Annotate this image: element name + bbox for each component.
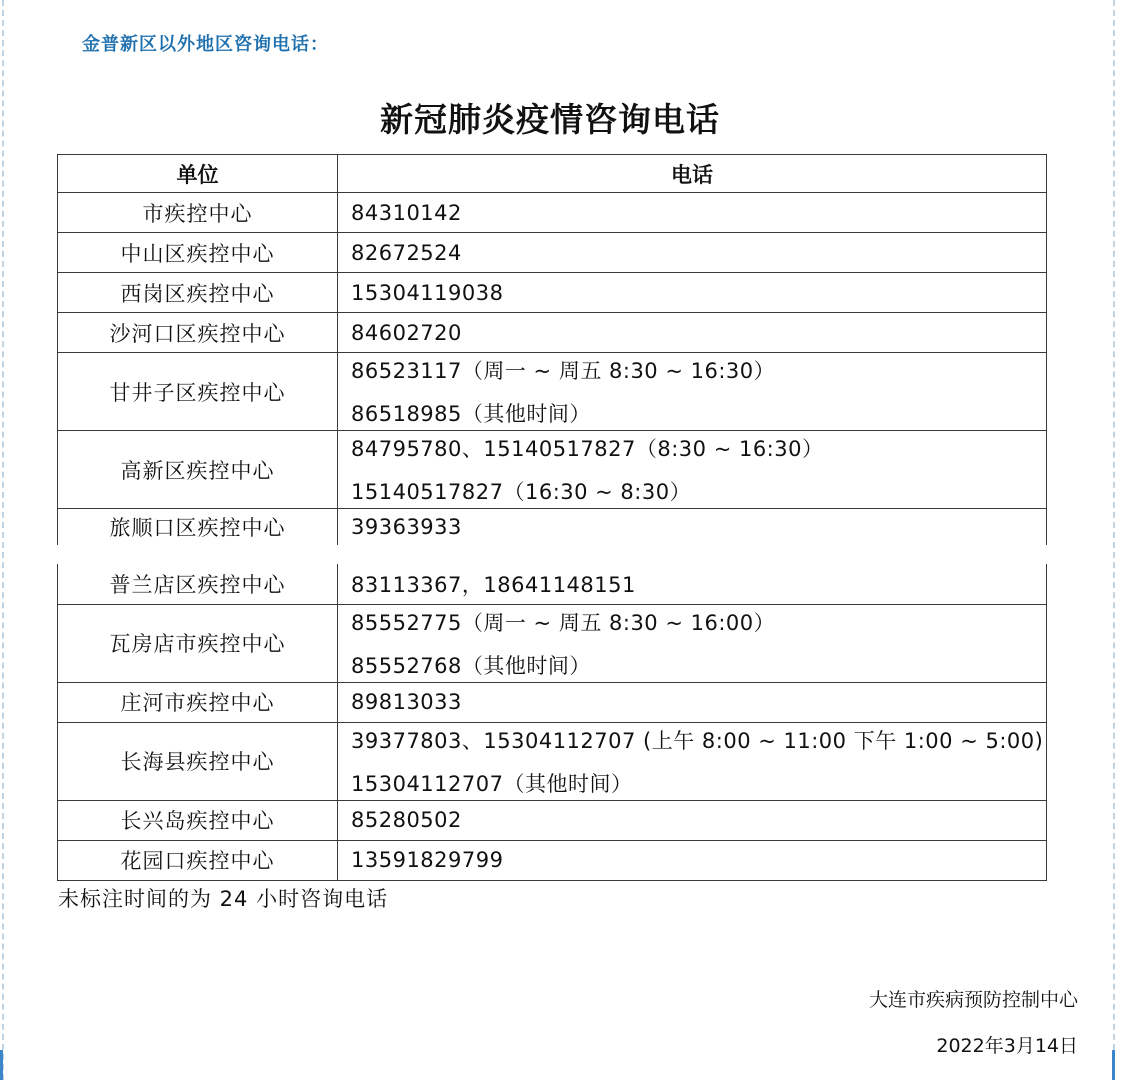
phone-line: 39363933 xyxy=(351,514,462,539)
phone-line: 86523117（周一 ~ 周五 8:30 ~ 16:30） xyxy=(351,359,776,383)
phone-cell xyxy=(338,233,1047,273)
phone-line: 13591829799 xyxy=(351,848,504,872)
table-row xyxy=(58,431,1047,509)
table-row xyxy=(58,722,1047,800)
right-frame-border xyxy=(1113,0,1115,1080)
section-heading: 金普新区以外地区咨询电话： xyxy=(82,34,329,55)
contacts-table-part2 xyxy=(57,564,1047,881)
table-row xyxy=(58,273,1047,313)
phone-line: 82672524 xyxy=(351,240,462,265)
table-header-row xyxy=(58,155,1047,193)
phone-cell xyxy=(338,353,1047,431)
unit-cell: 西岗区疾控中心 xyxy=(58,273,338,313)
phone-line: 15304119038 xyxy=(351,280,504,305)
table-row xyxy=(58,682,1047,722)
phone-line: 84602720 xyxy=(351,320,462,345)
table-row xyxy=(58,313,1047,353)
phone-cell xyxy=(338,273,1047,313)
phone-cell xyxy=(338,604,1047,682)
header-unit: 单位 xyxy=(58,155,338,193)
table-row xyxy=(58,604,1047,682)
right-edge-marker xyxy=(1112,1050,1115,1080)
phone-line: 89813033 xyxy=(351,690,462,714)
unit-cell: 庄河市疾控中心 xyxy=(58,682,338,722)
unit-cell: 中山区疾控中心 xyxy=(58,233,338,273)
unit-cell: 长海县疾控中心 xyxy=(58,722,338,800)
phone-cell xyxy=(338,840,1047,880)
document-title: 新冠肺炎疫情咨询电话 xyxy=(380,100,720,139)
table-row xyxy=(58,509,1047,545)
table-row xyxy=(58,564,1047,604)
phone-line: 85552768（其他时间） xyxy=(351,653,591,678)
unit-cell: 瓦房店市疾控中心 xyxy=(58,604,338,682)
phone-cell xyxy=(338,509,1047,545)
unit-cell: 甘井子区疾控中心 xyxy=(58,353,338,431)
phone-cell xyxy=(338,722,1047,800)
phone-cell xyxy=(338,800,1047,840)
phone-line: 85552775（周一 ~ 周五 8:30 ~ 16:00） xyxy=(351,610,776,635)
phone-line: 15304112707（其他时间） xyxy=(351,771,633,796)
phone-line: 85280502 xyxy=(351,808,462,832)
unit-cell: 旅顺口区疾控中心 xyxy=(58,509,338,545)
issue-date: 2022年3月14日 xyxy=(936,1035,1078,1057)
organization-signature: 大连市疾病预防控制中心 xyxy=(868,989,1078,1011)
phone-line: 84795780、15140517827（8:30 ~ 16:30） xyxy=(351,437,824,461)
contacts-table-part1 xyxy=(57,154,1047,545)
unit-cell: 长兴岛疾控中心 xyxy=(58,800,338,840)
phone-line: 39377803、15304112707 (上午 8:00 ~ 11:00 下午 1:00 ~ 5:00) xyxy=(351,728,1044,753)
phone-line: 86518985（其他时间） xyxy=(351,402,591,426)
table-row xyxy=(58,233,1047,273)
header-phone: 电话 xyxy=(338,155,1047,193)
left-edge-marker xyxy=(0,1050,3,1080)
unit-cell: 花园口疾控中心 xyxy=(58,840,338,880)
left-frame-border xyxy=(2,0,4,1080)
table-row xyxy=(58,193,1047,233)
unit-cell: 沙河口区疾控中心 xyxy=(58,313,338,353)
unit-cell: 高新区疾控中心 xyxy=(58,431,338,509)
phone-cell xyxy=(338,564,1047,604)
footnote: 未标注时间的为 24 小时咨询电话 xyxy=(58,887,389,911)
table-row xyxy=(58,800,1047,840)
phone-cell xyxy=(338,193,1047,233)
table-row xyxy=(58,840,1047,880)
table-row xyxy=(58,353,1047,431)
phone-line: 83113367，18641148151 xyxy=(351,572,636,597)
unit-cell: 普兰店区疾控中心 xyxy=(58,564,338,604)
unit-cell: 市疾控中心 xyxy=(58,193,338,233)
phone-cell xyxy=(338,682,1047,722)
phone-line: 15140517827（16:30 ~ 8:30） xyxy=(351,480,692,504)
phone-cell xyxy=(338,431,1047,509)
phone-cell xyxy=(338,313,1047,353)
phone-line: 84310142 xyxy=(351,200,462,225)
